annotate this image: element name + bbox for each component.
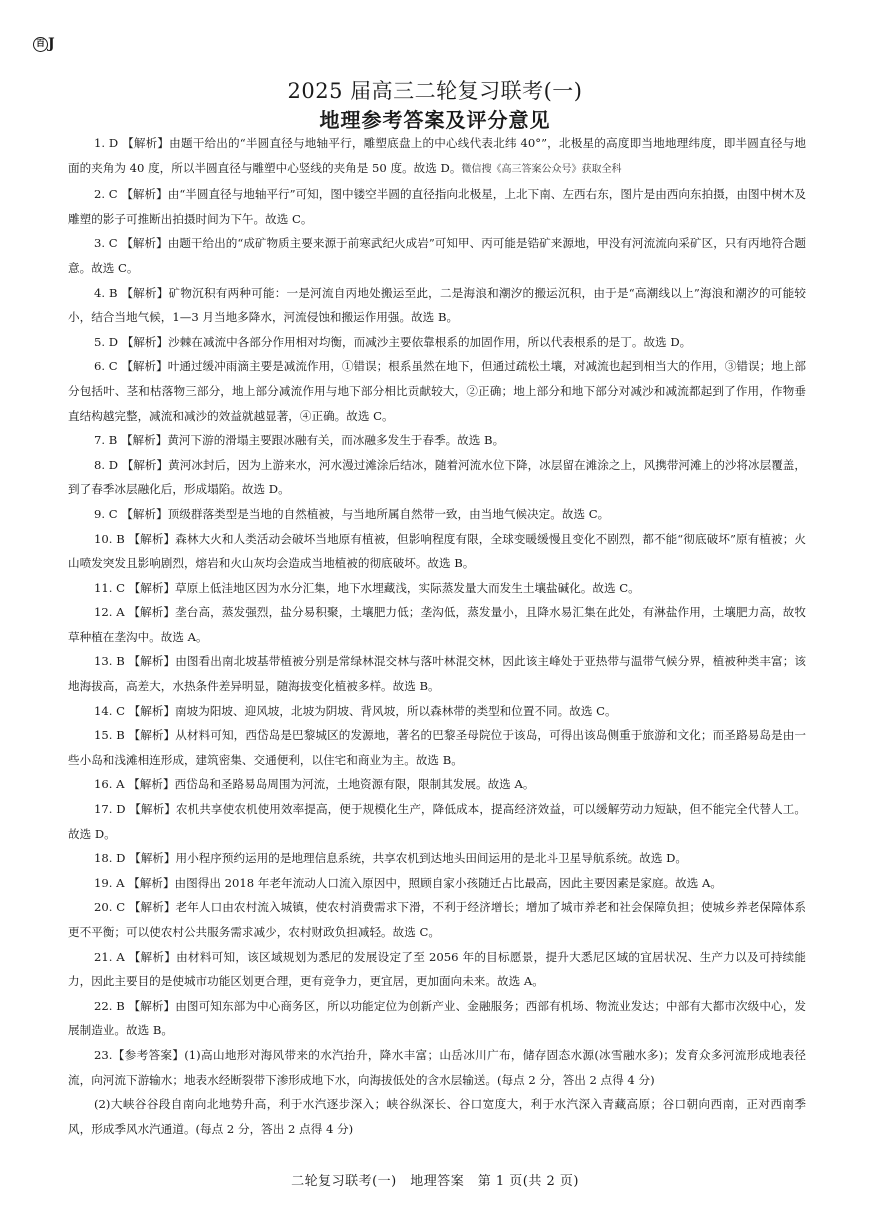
answer-item <box>68 994 806 1043</box>
answer-item <box>68 281 806 330</box>
answer-text: 1. D 【解析】由题干给出的“半圆直径与地轴平行，雕塑底盘上的中心线代表北纬 40°”，北极星的高度即当地地理纬度，即半圆直径与地面的夹角为 40 度，所以半圆直径与雕塑中心竖线的夹角是 50 度。故选 D。 <box>68 136 806 175</box>
page-footer: 二轮复习联考(一) 地理答案 第 1 页(共 2 页) <box>291 1174 579 1189</box>
answer-list <box>68 131 806 1141</box>
answer-item <box>68 330 806 355</box>
answer-text: 14. C 【解析】南坡为阳坡、迎风坡，北坡为阴坡、背风坡，所以森林带的类型和位置不同。故选 C。 <box>94 703 617 718</box>
answer-item <box>68 453 806 502</box>
answer-item <box>68 600 806 649</box>
circled-logo-mark: 百 <box>33 37 48 52</box>
answer-text: 13. B 【解析】由图看出南北坡基带植被分别是常绿林混交林与落叶林混交林，因此该主峰处于亚热带与温带气候分界，植被种类丰富；该地海拔高，高差大，水热条件差异明显，随海拔变化植被多样。故选 B。 <box>68 654 806 694</box>
answer-item <box>68 846 806 871</box>
answer-text: 7. B 【解析】黄河下游的滑塌主要跟冰融有关，而冰融多发生于春季。故选 B。 <box>94 433 505 448</box>
answer-text: 3. C 【解析】由题干给出的“成矿物质主要来源于前寒武纪火成岩”可知甲、丙可能是锆矿来源地，甲没有河流流向采矿区，只有丙地符合题意。故选 C。 <box>68 236 806 275</box>
answer-item <box>68 699 806 724</box>
answer-item <box>68 945 806 994</box>
answer-text: 16. A 【解析】西岱岛和圣路易岛周围为河流，土地资源有限，限制其发展。故选 A。 <box>94 777 535 792</box>
answer-item <box>68 182 806 231</box>
answer-item <box>68 231 806 280</box>
answer-item <box>68 871 806 896</box>
answer-text: 22. B 【解析】由图可知东部为中心商务区，所以功能定位为创新产业、金融服务；西部有机场、物流业发达；中部有大都市次级中心，发展制造业。故选 B。 <box>68 998 806 1038</box>
answer-text: 19. A 【解析】由图得出 2018 年老年流动人口流入原因中，照顾自家小孩随迁占比最高，因此主要因素是家庭。故选 A。 <box>94 875 723 890</box>
answer-item <box>68 723 806 772</box>
answer-text: 23.【参考答案】(1)高山地形对海风带来的水汽抬升，降水丰富；山岳冰川广布，储存固态水源(冰雪融水多)；发育众多河流形成地表径流，向河流下游输水；地表水经断裂带下渗形成地下水，向海拔低处的含水层输送。(每点 2 分，答出 2 点得 4 分) <box>68 1047 806 1087</box>
corner-letter: J <box>48 36 55 52</box>
answer-item <box>68 502 806 527</box>
answer-item <box>68 772 806 797</box>
answer-item <box>68 131 806 182</box>
promo-note: 微信搜《高三答案公众号》获取全科 <box>461 163 622 175</box>
page-title: 2025 届高三二轮复习联考(一) <box>287 79 583 103</box>
answer-text: 2. C 【解析】由“半圆直径与地轴平行”可知，图中镂空半圆的直径指向北极星，上北下南、左西右东，图片是由西向东拍摄，由图中树木及雕塑的影子可推断出拍摄时间为下午。故选 C。 <box>68 187 806 226</box>
answer-text: 11. C 【解析】草原上低洼地区因为水分汇集，地下水埋藏浅，实际蒸发量大而发生土壤盐碱化。故选 C。 <box>94 580 640 595</box>
answer-text: (2)大峡谷谷段自南向北地势升高，利于水汽逐步深入；峡谷纵深长、谷口宽度大，利于水汽深入青藏高原；谷口朝向西南，正对西南季风，形成季风水汽通道。(每点 2 分，答出 2 点得 4 分) <box>68 1097 806 1136</box>
answer-text: 9. C 【解析】顶级群落类型是当地的自然植被，与当地所属自然带一致，由当地气候决定。故选 C。 <box>94 506 610 521</box>
answer-item <box>68 1092 806 1141</box>
answer-item <box>68 1043 806 1092</box>
answer-text: 18. D 【解析】用小程序预约运用的是地理信息系统，共享农机到达地头田间运用的是北斗卫星导航系统。故选 D。 <box>94 851 687 866</box>
answer-text: 21. A 【解析】由材料可知，该区域规划为悉尼的发展设定了至 2056 年的目标愿景，提升大悉尼区域的宜居状况、生产力以及可持续能力，因此主要目的是使城市功能区划更合理，更有竞争力，更宜居，更加面向未来。故选 A。 <box>68 949 806 989</box>
answer-text: 6. C 【解析】叶通过缓冲雨滴主要是减流作用，①错误；根系虽然在地下，但通过疏松土壤，对减流也起到相当大的作用，③错误；地上部分包括叶、茎和枯落物三部分，地上部分减流作用与地下部分相比贡献较大，②正确；地上部分和地下部分对减沙和减流都起到了作用，作物垂直结构越完整，减流和减沙的效益就越显著，④正确。故选 C。 <box>68 359 806 423</box>
answer-text: 4. B 【解析】矿物沉积有两种可能：一是河流自丙地处搬运至此，二是海浪和潮汐的搬运沉积，由于是“高潮线以上”海浪和潮汐的可能较小，结合当地气候，1—3 月当地多降水，河流侵蚀和搬运作用强。故选 B。 <box>68 285 806 325</box>
answer-item <box>68 527 806 576</box>
answer-item <box>68 649 806 698</box>
answer-text: 10. B 【解析】森林大火和人类活动会破坏当地原有植被，但影响程度有限，全球变暖缓慢且变化不剧烈，都不能“彻底破坏”原有植被；火山喷发突发且影响剧烈，熔岩和火山灰均会造成当地植被的彻底破坏。故选 B。 <box>68 531 806 571</box>
answer-text: 8. D 【解析】黄河冰封后，因为上游来水，河水漫过滩涂后结冰，随着河流水位下降，冰层留在滩涂之上，风携带河滩上的沙将冰层覆盖，到了春季冰层融化后，形成塌陷。故选 D。 <box>68 457 806 497</box>
answer-item <box>68 797 806 846</box>
answer-text: 5. D 【解析】沙棘在减流中各部分作用相对均衡，而减沙主要依靠根系的加固作用，所以代表根系的是丁。故选 D。 <box>94 334 692 349</box>
answer-item <box>68 895 806 944</box>
answer-text: 15. B 【解析】从材料可知，西岱岛是巴黎城区的发源地，著名的巴黎圣母院位于该岛，可得出该岛侧重于旅游和文化；而圣路易岛是由一些小岛和浅滩相连形成，建筑密集、交通便利，以住宅和商业为主。故选 B。 <box>68 728 806 767</box>
page-subtitle: 地理参考答案及评分意见 <box>319 108 551 132</box>
answer-text: 20. C 【解析】老年人口由农村流入城镇，使农村消费需求下滑，不利于经济增长；增加了城市养老和社会保障负担；使城乡养老保障体系更不平衡；可以使农村公共服务需求减少，农村财政负担减轻。故选 C。 <box>68 900 806 939</box>
answer-item <box>68 428 806 453</box>
answer-item <box>68 354 806 428</box>
answer-text: 17. D 【解析】农机共享使农机使用效率提高，便于规模化生产，降低成本，提高经济效益，可以缓解劳动力短缺，但不能完全代替人工。故选 D。 <box>68 802 806 841</box>
corner-logo <box>33 36 55 52</box>
answer-item <box>68 576 806 601</box>
answer-text: 12. A 【解析】垄台高，蒸发强烈，盐分易积聚，土壤肥力低；垄沟低，蒸发量小，且降水易汇集在此处，有淋盐作用，土壤肥力高，故牧草种植在垄沟中。故选 A。 <box>68 605 806 644</box>
